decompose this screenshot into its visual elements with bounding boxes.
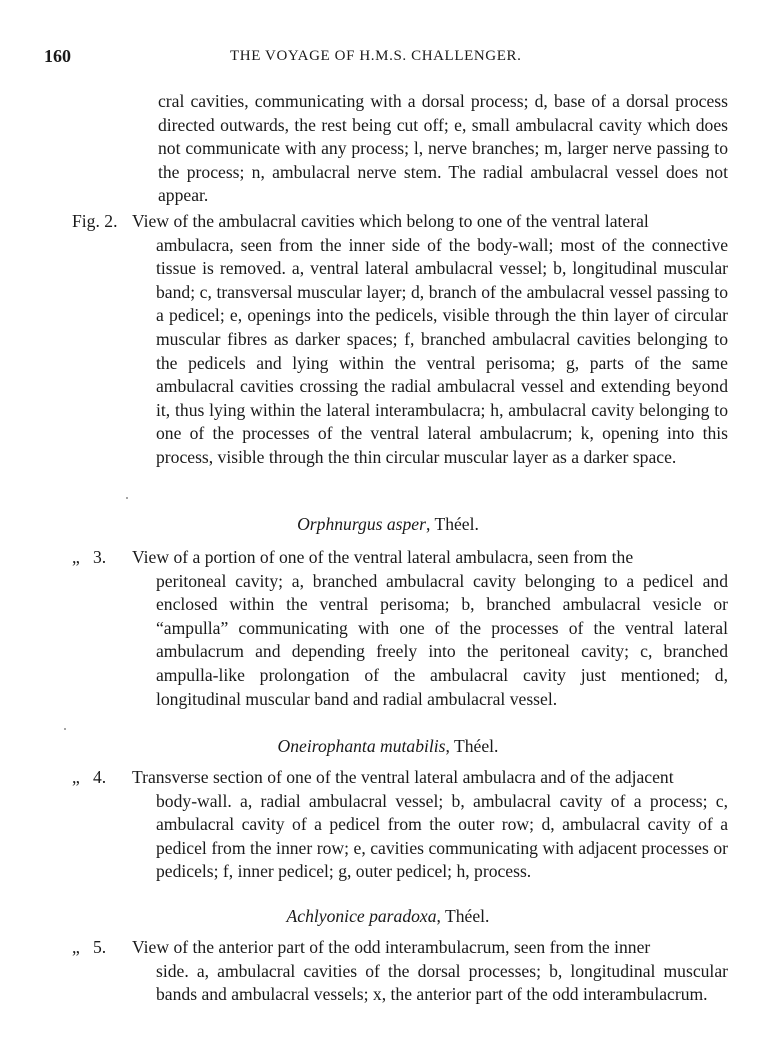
species-author: , Théel. xyxy=(425,514,479,534)
species-name: Oneirophanta mutabilis xyxy=(277,736,446,756)
figure-caption: peritoneal cavity; a, branched ambulacral cavity belonging to a pedicel and enclosed within the ventral perisoma; b, branched ambulacral vesicle or “ampulla” communicating with one of the processes of the ventral lateral ambulacrum and depending freely into the peritoneal cavity; c, branched ampulla-like prolongation of the ambulacral cavity just mentioned; d, longitudinal muscular band and radial ambulacral vessel. xyxy=(156,570,728,709)
continuation-paragraph: cral cavities, communicating with a dorsal process; d, base of a dorsal process directed outwards, the rest being cut off; e, small ambulacral cavity which does not communicate with any process; l, nerve branches; m, larger nerve passing to the process; n, ambulacral nerve stem. The radial ambulacral vessel does not appear. xyxy=(158,91,728,206)
figure-lead: Transverse section of one of the ventral lateral ambulacra and of the adjacent xyxy=(132,767,674,787)
species-heading xyxy=(100,906,676,927)
figure-label: „ 5. xyxy=(72,937,107,957)
print-speck xyxy=(126,497,128,499)
figure-entry-2 xyxy=(72,210,728,470)
figure-lead: View of a portion of one of the ventral lateral ambulacra, seen from the xyxy=(132,547,634,567)
species-heading xyxy=(100,514,676,535)
figure-entry-4 xyxy=(72,766,728,884)
figure-entry-5 xyxy=(72,936,728,1007)
print-speck xyxy=(64,728,66,730)
running-head: THE VOYAGE OF H.M.S. CHALLENGER. xyxy=(230,48,522,64)
species-author: , Théel. xyxy=(445,736,499,756)
figure-caption: ambulacra, seen from the inner side of the body-wall; most of the connective tissue is removed. a, ventral lateral ambulacral vessel; b, longitudinal muscular band; c, transversal muscular layer; d, branch of the ambulacral vessel passing to a pedicel; e, openings into the pedicels, visible through the thin layer of circular muscular fibres as darker spaces; f, branched ambulacral cavities belonging to the pedicels and lying within the ventral perisoma; g, parts of the same ambulacral cavities crossing the radial ambulacral vessel and extending beyond it, thus lying within the lateral interambulacra; h, ambulacral cavity belonging to one of the processes of the ventral lateral ambulacrum; k, opening into this process, visible through the thin circular muscular layer as a darker space. xyxy=(156,234,728,467)
figure-label: „ 4. xyxy=(72,767,107,787)
species-name: Achlyonice paradoxa xyxy=(286,906,437,926)
figure-caption: side. a, ambulacral cavities of the dorsal processes; b, longitudinal muscular bands and ambulacral vessels; x, the anterior part of the odd interambulacrum. xyxy=(156,960,728,1005)
figure-caption: body-wall. a, radial ambulacral vessel; b, ambulacral cavity of a process; c, ambulacral cavity of a pedicel from the outer row; d, ambulacral cavity of a pedicel from the inner row; e, cavities communicating with adjacent processes or pedicels; f, inner pedicel; g, outer pedicel; h, process. xyxy=(156,790,728,882)
figure-lead: View of the anterior part of the odd interambulacrum, seen from the inner xyxy=(132,937,651,957)
species-name: Orphnurgus asper xyxy=(297,514,426,534)
figure-entry-3 xyxy=(72,546,728,711)
figure-label: „ 3. xyxy=(72,547,107,567)
species-author: , Théel. xyxy=(436,906,490,926)
figure-label: Fig. 2. xyxy=(72,211,118,231)
species-heading xyxy=(100,736,676,757)
figure-lead: View of the ambulacral cavities which belong to one of the ventral lateral xyxy=(132,211,649,231)
page-number: 160 xyxy=(44,46,71,66)
page-header xyxy=(44,46,744,68)
